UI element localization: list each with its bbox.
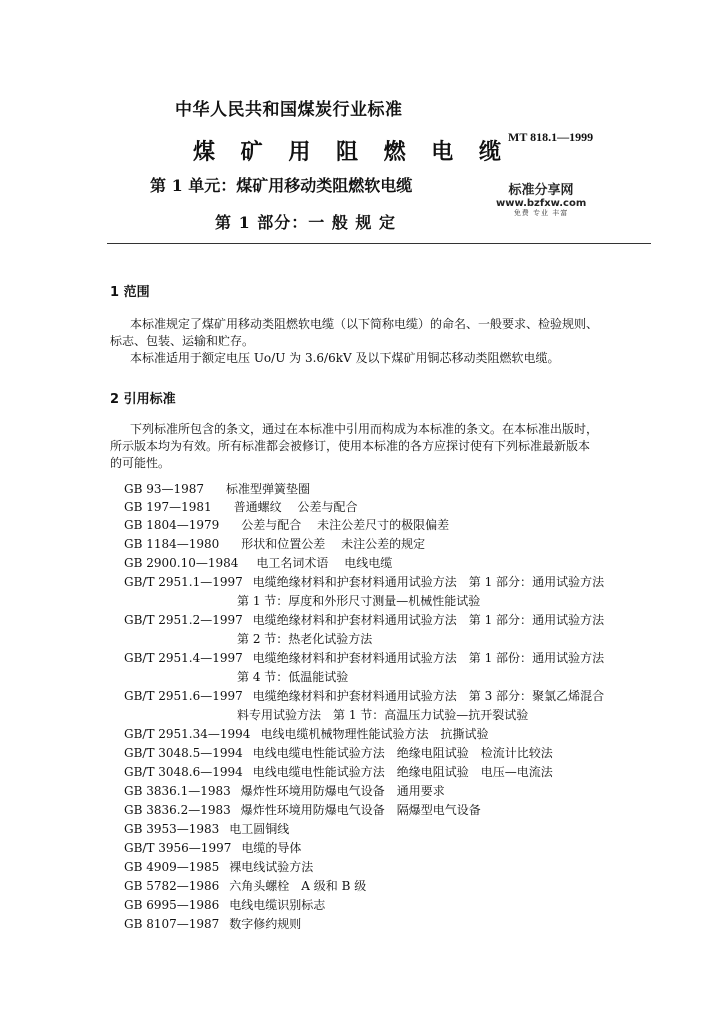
reference-item	[124, 744, 553, 761]
reference-code: GB 1184—1980	[124, 537, 220, 551]
reference-item	[124, 725, 488, 742]
reference-continuation: 料专用试验方法 第 1 节：高温压力试验—抗开裂试验	[237, 708, 529, 722]
reference-code: GB 5782—1986	[124, 879, 220, 893]
reference-title: 电缆的导体	[241, 841, 302, 855]
reference-item	[124, 649, 604, 666]
reference-title: 电工圆铜线	[229, 822, 290, 836]
section-1-para-2: 本标准适用于额定电压 Uo/U 为 3.6/6kV 及以下煤矿用铜芯移动类阻燃软电缆。	[130, 351, 560, 365]
reference-title: 数字修约规则	[229, 917, 302, 931]
reference-item	[124, 480, 310, 497]
reference-code: GB 2900.10—1984	[124, 556, 239, 570]
reference-title: 爆炸性环境用防爆电气设备 隔爆型电气设备	[240, 803, 481, 817]
reference-code: GB 93—1987	[124, 482, 205, 496]
reference-code: GB 8107—1987	[124, 917, 220, 931]
reference-continuation: 第 2 节：热老化试验方法	[237, 632, 373, 646]
reference-item	[124, 516, 449, 533]
reference-item	[124, 820, 289, 837]
organization-title: 中华人民共和国煤炭行业标准	[175, 100, 403, 120]
reference-item	[124, 573, 604, 590]
reference-code: GB/T 2951.6—1997	[124, 689, 243, 703]
reference-code: GB/T 2951.1—1997	[124, 575, 243, 589]
reference-continuation: 第 1 节：厚度和外形尺寸测量—机械性能试验	[237, 594, 481, 608]
section-2-para-line-2: 所示版本均为有效。所有标准都会被修订，使用本标准的各方应探讨使有下列标准最新版本	[110, 439, 591, 453]
reference-item	[124, 535, 425, 552]
reference-title: 电缆绝缘材料和护套材料通用试验方法 第 3 部分：聚氯乙烯混合	[252, 689, 605, 703]
reference-item	[124, 896, 325, 913]
reference-code: GB/T 3048.6—1994	[124, 765, 243, 779]
reference-title: 电线电缆机械物理性能试验方法 抗撕试验	[260, 727, 489, 741]
section-1-heading: 1 范围	[110, 285, 150, 300]
reference-item	[124, 554, 392, 571]
section-2-para-line-3: 的可能性。	[110, 456, 171, 470]
reference-item	[124, 611, 604, 628]
reference-title: 公差与配合 未注公差尺寸的极限偏差	[241, 518, 450, 532]
watermark-line3: 免费 专业 丰富	[513, 209, 569, 217]
reference-title: 电线电缆电性能试验方法 绝缘电阻试验 检流计比较法	[252, 746, 553, 760]
reference-code: GB 3836.1—1983	[124, 784, 231, 798]
reference-item	[124, 858, 313, 875]
reference-code: GB/T 2951.34—1994	[124, 727, 251, 741]
reference-item	[124, 498, 358, 515]
reference-code: GB/T 2951.2—1997	[124, 613, 243, 627]
reference-code: GB 3953—1983	[124, 822, 220, 836]
reference-item	[124, 915, 301, 932]
reference-title: 电缆绝缘材料和护套材料通用试验方法 第 1 部份：通用试验方法	[252, 651, 605, 665]
section-2-heading: 2 引用标准	[110, 392, 176, 407]
reference-title: 形状和位置公差 未注公差的规定	[241, 537, 426, 551]
reference-item	[124, 877, 366, 894]
reference-code: GB 1804—1979	[124, 518, 220, 532]
reference-title: 裸电线试验方法	[229, 860, 314, 874]
watermark-logo	[496, 183, 586, 218]
unit-title: 第 1 单元：煤矿用移动类阻燃软电缆	[150, 176, 413, 195]
reference-title: 电线电缆电性能试验方法 绝缘电阻试验 电压—电流法	[252, 765, 553, 779]
reference-title: 电缆绝缘材料和护套材料通用试验方法 第 1 部分：通用试验方法	[252, 575, 605, 589]
part-title: 第 1 部分：一 般 规 定	[215, 213, 396, 232]
section-1-para-1-line-1: 本标准规定了煤矿用移动类阻燃软电缆（以下简称电缆）的命名、一般要求、检验规则、	[130, 317, 599, 331]
standard-number: MT 818.1—1999	[508, 130, 594, 144]
reference-code: GB 4909—1985	[124, 860, 220, 874]
document-title: 煤 矿 用 阻 燃 电 缆	[193, 139, 510, 165]
reference-title: 爆炸性环境用防爆电气设备 通用要求	[240, 784, 445, 798]
reference-title: 电工名词术语 电线电缆	[256, 556, 393, 570]
reference-title: 普通螺纹 公差与配合	[233, 500, 358, 514]
reference-item	[124, 687, 604, 704]
reference-code: GB/T 3048.5—1994	[124, 746, 243, 760]
reference-title: 电线电缆识别标志	[229, 898, 326, 912]
reference-title: 标准型弹簧垫圈	[226, 482, 311, 496]
header-divider	[107, 243, 651, 244]
section-2-para-line-1: 下列标准所包含的条文，通过在本标准中引用而构成为本标准的条文。在本标准出版时，	[130, 422, 599, 436]
reference-code: GB 197—1981	[124, 500, 212, 514]
reference-item	[124, 839, 301, 856]
reference-code: GB 3836.2—1983	[124, 803, 231, 817]
reference-code: GB/T 2951.4—1997	[124, 651, 243, 665]
reference-title: 电缆绝缘材料和护套材料通用试验方法 第 1 部分：通用试验方法	[252, 613, 605, 627]
reference-code: GB/T 3956—1997	[124, 841, 232, 855]
watermark-line1: 标准分享网	[508, 183, 574, 198]
reference-title: 六角头螺栓 A 级和 B 级	[229, 879, 367, 893]
section-1-para-1-line-2: 标志、包装、运输和贮存。	[110, 334, 255, 348]
reference-code: GB 6995—1986	[124, 898, 220, 912]
watermark-line2: www.bzfxw.com	[496, 198, 587, 209]
reference-item	[124, 801, 481, 818]
reference-continuation: 第 4 节：低温能试验	[237, 670, 349, 684]
reference-item	[124, 782, 445, 799]
reference-item	[124, 763, 553, 780]
